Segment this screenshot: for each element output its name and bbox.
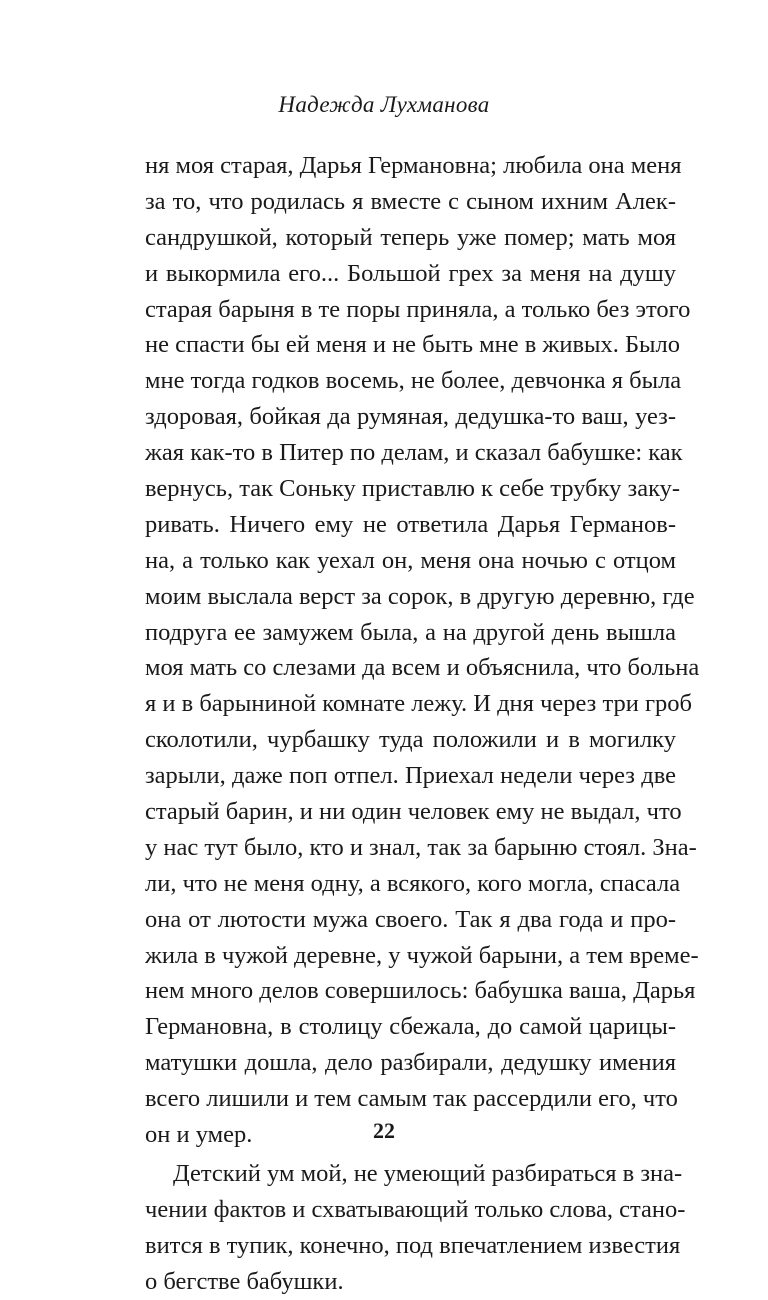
text-line: ли, что не меня одну, а всякого, кого могла, спасала bbox=[145, 869, 681, 897]
text-line: она от лютости мужа своего. Так я два года и про- bbox=[145, 905, 676, 933]
text-line: мне тогда годков восемь, не более, девчонка я была bbox=[145, 367, 682, 395]
page-number: 22 bbox=[373, 1118, 395, 1143]
text-line: ня моя старая, Дарья Германовна; любила она меня bbox=[145, 152, 682, 179]
text-line: старый барин, и ни один человек ему не выдал, что bbox=[145, 798, 682, 826]
text-line: я и в барыниной комнате лежу. И дня через три гроб bbox=[145, 690, 692, 718]
text-line: матушки дошла, дело разбирали, дедушку имения bbox=[145, 1049, 676, 1077]
text-line: старая барыня в те поры приняла, а только без этого bbox=[145, 295, 691, 323]
text-line: моя мать со слезами да всем и объяснила, что больна bbox=[145, 654, 700, 682]
text-line: Германовна, в столицу сбежала, до самой царицы- bbox=[145, 1013, 676, 1041]
text-line: зарыли, даже поп отпел. Приехал недели через две bbox=[145, 762, 676, 790]
running-title: Надежда Лухманова bbox=[278, 92, 490, 117]
text-line: о бегстве бабушки. bbox=[145, 1267, 344, 1295]
text-line: у нас тут было, кто и знал, так за барыню стоял. Зна- bbox=[145, 833, 697, 861]
text-line: он и умер. bbox=[145, 1121, 253, 1149]
text-line: на, а только как уехал он, меня она ночью с отцом bbox=[145, 546, 676, 574]
text-line: ривать. Ничего ему не ответила Дарья Германов- bbox=[145, 510, 676, 538]
text-line: сандрушкой, который теперь уже помер; мать моя bbox=[145, 223, 676, 251]
text-line: Детский ум мой, не умеющий разбираться в зна- bbox=[173, 1159, 683, 1187]
text-line: сколотили, чурбашку туда положили и в могилку bbox=[145, 726, 676, 754]
text-line: жила в чужой деревне, у чужой барыни, а тем време- bbox=[145, 941, 699, 969]
text-line: вернусь, так Соньку приставлю к себе трубку заку- bbox=[145, 475, 681, 503]
text-line: и выкормила его... Большой грех за меня на душу bbox=[145, 259, 676, 287]
paragraph-2 bbox=[145, 1156, 686, 1300]
text-line: чении фактов и схватывающий только слова, стано- bbox=[145, 1195, 686, 1223]
text-line: за то, что родилась я вместе с сыном ихним Алек- bbox=[145, 187, 676, 215]
text-line: нем много делов совершилось: бабушка ваша, Дарья bbox=[145, 977, 696, 1005]
text-line: здоровая, бойкая да румяная, дедушка-то ваш, уез- bbox=[145, 403, 676, 431]
text-line: подруга ее замужем была, а на другой день вышла bbox=[145, 618, 676, 646]
text-line: не спасти бы ей меня и не быть мне в живых. Было bbox=[145, 331, 680, 359]
text-line: всего лишили и тем самым так рассердили его, что bbox=[145, 1085, 678, 1113]
text-line: жая как-то в Питер по делам, и сказал бабушке: как bbox=[145, 439, 683, 467]
paragraph-1 bbox=[145, 148, 700, 1153]
text-line: моим выслала верст за сорок, в другую деревню, где bbox=[145, 582, 695, 610]
text-line: вится в тупик, конечно, под впечатлением известия bbox=[145, 1231, 681, 1259]
